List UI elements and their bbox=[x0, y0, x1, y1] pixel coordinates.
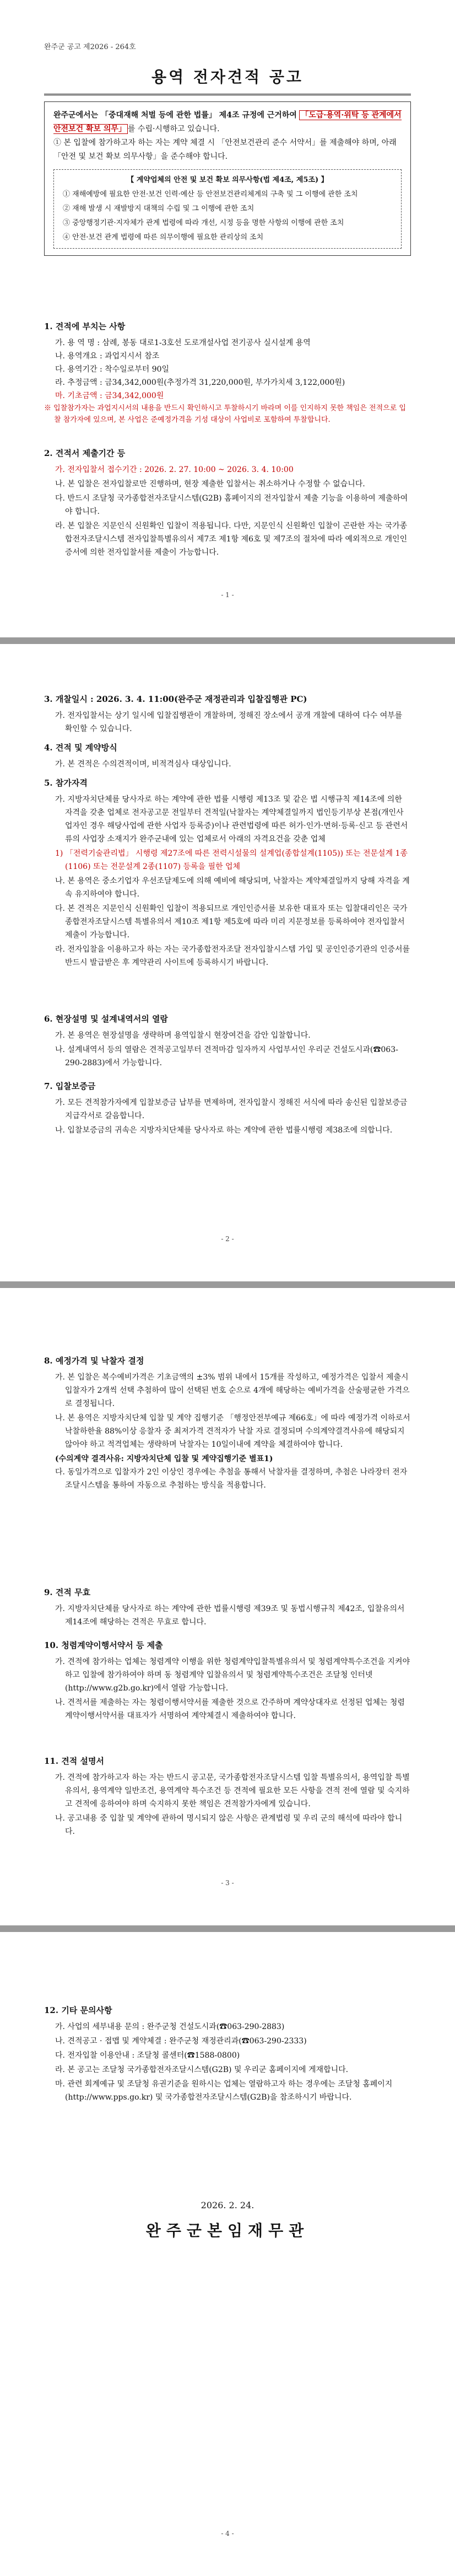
intro-pre: 완주군에서는 「중대재해 처벌 등에 관한 법률」 제4조 규정에 근거하여 bbox=[53, 111, 297, 120]
base-amount: 마. 기초금액 : 금34,342,000원 bbox=[55, 391, 164, 400]
section-12-item: 마. 관련 회계예규 및 조달청 유권기준을 원하시는 업체는 열람하고자 하는 경우에는 조달청 홈페이지(http://www.pps.go.kr) 및 국가종합전자조달시스템(G2B)을 참조하시기 바랍니다. bbox=[55, 2080, 393, 2102]
section-title: 5. 참가자격 bbox=[44, 778, 88, 788]
section-6-item: 나. 설계내역서 등의 열람은 견적공고일부터 견적마감 일자까지 사업부서인 우리군 건설도시과(☎063-290-2883)에서 가능합니다. bbox=[55, 1045, 398, 1067]
estimated-amount: 라. 추정금액 : 금34,342,000원(추정가격 31,220,000원, 부가가치세 3,122,000원) bbox=[55, 378, 345, 387]
section-title: 8. 예정가격 및 낙찰자 결정 bbox=[44, 1356, 144, 1366]
section-9-item: 가. 지방자치단체를 당사자로 하는 계약에 관한 법률시행령 제39조 및 동법시행규칙 제42조, 입찰유의서 제14조에 해당하는 견적은 무효로 합니다. bbox=[55, 1604, 405, 1627]
section-8-note: (수의계약 결격사유: 지방자치단체 입찰 및 계약집행기준 별표1) bbox=[55, 1455, 273, 1463]
page-1 bbox=[0, 0, 455, 637]
title-divider bbox=[44, 94, 411, 95]
section-10-item: 가. 견적에 참가하는 업체는 청렴계약 이행을 위한 청렴계약입찰특별유의서 및 청렴계약특수조건을 지켜야 하고 입찰에 참가하여야 하며 동 청렴계약 입찰유의서 및 청렴계약특수조건은 조달청 인터넷(http://www.g2b.go.kr)에서 열람 가능합니다. bbox=[55, 1657, 410, 1693]
section-7-item: 나. 입찰보증금의 귀속은 지방자치단체를 당사자로 하는 계약에 관한 법률시행령 제38조에 의합니다. bbox=[55, 1126, 393, 1135]
section-title: 3. 개찰일시 : 2026. 3. 4. 11:00(완주군 재정관리과 입찰집행관 PC) bbox=[44, 694, 307, 704]
announcement-date: 2026. 2. 24. bbox=[201, 2200, 254, 2210]
page-number: - 1 - bbox=[221, 591, 234, 599]
section-title: 10. 청렴계약이행서약서 등 제출 bbox=[44, 1640, 163, 1650]
service-period: 다. 용역기간 : 착수일로부터 90일 bbox=[55, 365, 170, 374]
section-8-item: 가. 본 입찰은 복수예비가격은 기초금액의 ±3% 범위 내에서 15개를 작성하고, 예정가격은 입찰서 제출시 입찰자가 2개씩 선택 추첨하여 많이 선택된 번호 순으로 4개에 해당하는 예비가격을 산술평균한 가격으로 결정됩니다. bbox=[55, 1373, 410, 1408]
intro-text bbox=[53, 109, 402, 136]
page-4 bbox=[0, 1932, 455, 2576]
section-12-item: 라. 본 공고는 조달청 국가종합전자조달시스템(G2B) 및 우리군 홈페이지에 게재합니다. bbox=[55, 2065, 349, 2074]
qualification-requirement: 1) 「전력기술관리법」 시행령 제27조에 따른 전력시설물의 설계업(종합설계(1105)) 또는 전문설계 1종(1106) 또는 전문설계 2종(1107) 등록을 필한 업체 bbox=[55, 849, 408, 871]
section-title: 2. 견적서 제출기간 등 bbox=[44, 448, 126, 458]
section-2-item: 나. 본 입찰은 전자입찰로만 진행하며, 현장 제출한 입찰서는 취소하거나 수정할 수 없습니다. bbox=[55, 480, 365, 489]
page-number: - 3 - bbox=[221, 1879, 234, 1887]
section-12-item: 나. 견적공고 · 접맵 및 계약체결 : 완주군청 재정관리과(☎063-290-2333) bbox=[55, 2037, 307, 2046]
intro-post: 를 수립·시행하고 있습니다. bbox=[127, 125, 220, 133]
page-title: 용역 전자견적 공고 bbox=[151, 68, 304, 86]
section-5-item: 다. 본 견적은 지문인식 신원확인 입찰이 적용되므로 개인인증서를 보유한 대표자 또는 입찰대리인은 국가종합전자조달시스템 특별유의서 제10조 제1항 제5호에 따라 미리 지문정보를 등록하여야 전자입찰서 제출이 가능합니다. bbox=[55, 904, 408, 940]
section-title: 7. 입찰보증금 bbox=[44, 1081, 96, 1091]
section-10-item: 나. 견적서를 제출하는 자는 청렴이행서약서를 제출한 것으로 간주하며 계약상대자로 선정된 업체는 청렴계약이행서약서를 대표자가 서명하여 계약체결시 제출하여야 합니다. bbox=[55, 1698, 405, 1720]
section-6-item: 가. 본 용역은 현장설명을 생략하며 용역입찰시 현장여건을 감안 입찰합니다. bbox=[55, 1031, 311, 1040]
section-2 bbox=[44, 447, 411, 560]
intro-box bbox=[44, 101, 411, 256]
obligation-box-title: 【 계약업체의 안전 및 보건 확보 의무사항(법 제4조, 제5조) 】 bbox=[127, 176, 328, 184]
section-3 bbox=[44, 693, 411, 737]
section-title: 6. 현장설명 및 설계내역서의 열람 bbox=[44, 1014, 168, 1024]
section-3-item: 가. 전자입찰서는 상기 일시에 입찰집행관이 개찰하며, 정해진 장소에서 공개 개찰에 대하여 다수 여부를 확인할 수 있습니다. bbox=[55, 711, 403, 733]
section-8-item: 나. 본 용역은 지방자치단체 입찰 및 계약 집행기준 「행정안전부예규 제66호」에 따라 예정가격 이하로서 낙찰하한율 88%이상 응찰자 중 최저가격 견적자가 낙찰 자로 결정되며 수의계약결격사유에 해당되지 않아야 하고 적격업체는 생략하며 낙찰자는 10일이내에 계약을 체결하여야 합니다. bbox=[55, 1414, 410, 1449]
section-5-item: 가. 지방자치단체를 당사자로 하는 계약에 관한 법률 시행령 제13조 및 같은 법 시행규칙 제14조에 의한 자격을 갖춘 업체로 전자공고문 전일부터 견적일(낙찰자는 계약체결일까지 법인등기부상 본점(개인사업자인 경우 해당사업에 관한 사업자 등록증)이나 관련법령에 따른 허가·인가·면허·등록·신고 등 관련서류의 사업장 소재지가 완주군내에 있는 업체로서 아래의 자격요건을 갖춘 업체 bbox=[55, 795, 408, 844]
section-12-item: 다. 전자입찰 이용안내 : 조달청 콜센터(☎1588-0800) bbox=[55, 2051, 240, 2060]
intro-highlight: 「도급·용역·위탁 등 관계에서 안전보건 확보 의무」 bbox=[53, 111, 402, 133]
section-title: 1. 견적에 부치는 사항 bbox=[44, 321, 126, 331]
section-11-item: 나. 공고내용 중 입찰 및 계약에 관하여 명시되지 않은 사항은 관계법령 및 우리 군의 해석에 따라야 합니다. bbox=[55, 1814, 403, 1836]
page-number: - 4 - bbox=[221, 2530, 234, 2537]
section-5-item: 라. 전자입찰을 이용하고자 하는 자는 국가종합전자조달 전자입찰시스템 가입 및 공인인증기관의 인증서를 반드시 발급받은 후 계약관리 사이트에 등록하시기 바랍니다. bbox=[55, 945, 410, 967]
submission-period: 가. 전자입찰서 접수기간 : 2026. 2. 27. 10:00 ~ 2026. 3. 4. 10:00 bbox=[55, 465, 294, 474]
section-2-item: 라. 본 입찰은 지문인식 신원확인 입찰이 적용됩니다. 다만, 지문인식 신원확인 입찰이 곤란한 자는 국가종합전자조달시스템 전자입찰특별유의서 제7조 제1항 제6호 및 제7조의 절차에 따라 예외적으로 개인인증서에 의한 전자입찰서를 제출이 가능합니다. bbox=[55, 522, 408, 557]
section-6 bbox=[44, 1012, 411, 1071]
section-title: 12. 기타 문의사항 bbox=[44, 2005, 112, 2015]
section-4 bbox=[44, 741, 411, 772]
section-8 bbox=[44, 1354, 411, 1493]
section-7 bbox=[44, 1080, 411, 1138]
section-5 bbox=[44, 776, 411, 970]
issuing-organization: 완주군본임재무관 bbox=[145, 2221, 310, 2240]
intro-item-1: ① 본 입찰에 참가하고자 하는 자는 계약 체결 시 「안전보건관리 준수 서약서」를 제출해야 하며, 아래 「안전 및 보건 확보 의무사항」을 준수해야 합니다. bbox=[53, 138, 397, 161]
obligation-item: ③ 중앙행정기관·지자체가 관계 법령에 따라 개선, 시정 등을 명한 사항의 이행에 관한 조치 bbox=[63, 219, 344, 227]
section-9 bbox=[44, 1586, 411, 1630]
section-title: 4. 견적 및 계약방식 bbox=[44, 743, 117, 753]
document-number: 완주군 공고 제2026 - 264호 bbox=[44, 43, 136, 51]
section-5-item: 나. 본 용역은 중소기업자 우선조달제도에 의해 예비에 해당되며, 낙찰자는 계약체결일까지 당해 자격을 계속 유지하여야 합니다. bbox=[55, 877, 410, 899]
page-number: - 2 - bbox=[221, 1235, 234, 1243]
page-3 bbox=[0, 1288, 455, 1925]
section-12-item: 가. 사업의 세부내용 문의 : 완주군청 건설도시과(☎063-290-2883) bbox=[55, 2022, 285, 2031]
section-12 bbox=[44, 2004, 411, 2105]
section-title: 9. 견적 무효 bbox=[44, 1587, 91, 1597]
section-1 bbox=[44, 320, 411, 426]
page-2 bbox=[0, 644, 455, 1281]
obligation-box bbox=[53, 169, 402, 249]
section-8-item: 다. 동일가격으로 입찰자가 2인 이상인 경우에는 추첨을 통해서 낙찰자를 결정하며, 추첨은 나라장터 전자조달시스템을 통하여 자동으로 추첨하는 방식을 적용합니다. bbox=[55, 1468, 408, 1490]
obligation-item: ① 재해예방에 필요한 안전·보건 인력·예산 등 안전보건관리체계의 구축 및 그 이행에 관한 조치 bbox=[63, 190, 358, 198]
section-2-item: 다. 반드시 조달청 국가종합전자조달시스템(G2B) 홈페이지의 전자입찰서 제출 기능을 이용하여 제출하여야 합니다. bbox=[55, 494, 408, 516]
section-7-item: 가. 모든 견적참가자에게 입찰보증금 납부를 면제하며, 전자입찰시 정해진 서식에 따라 송신된 입찰보증금 지급각서로 갈음합니다. bbox=[55, 1098, 408, 1120]
section-1-note: ※ 입찰참가자는 과업지시서의 내용을 반드시 확인하시고 투찰하시기 바라며 이를 인지하지 못한 책임은 전적으로 입찰 참가자에 있으며, 본 사업은 준예정가격을 기성 대상이 사업비로 포함하여 투찰합니다. bbox=[44, 404, 406, 424]
obligation-item: ④ 안전·보건 관계 법령에 따른 의무이행에 필요한 관리상의 조치 bbox=[63, 233, 264, 242]
section-11-item: 가. 견적에 참가하고자 하는 자는 반드시 공고문, 국가종합전자조달시스템 입찰 특별유의서, 용역입찰 특별유의서, 용역계약 일반조건, 용역계약 특수조건 등 견적에 필요한 모든 사항을 견적 전에 열람 및 숙지하고 견적에 응하여야 하며 숙지하지 못한 책임은 견적참가자에게 있습니다. bbox=[55, 1773, 410, 1808]
section-11 bbox=[44, 1754, 411, 1839]
section-title: 11. 견적 설명서 bbox=[44, 1756, 104, 1766]
section-4-item: 가. 본 견적은 수의견적이며, 비적격심사 대상입니다. bbox=[55, 760, 231, 769]
obligation-item: ② 재해 발생 시 재발방지 대책의 수립 및 그 이행에 관한 조치 bbox=[63, 205, 254, 213]
service-name: 가. 용 역 명 : 삼례, 봉동 대로1-3호선 도로개설사업 전기공사 실시설계 용역 bbox=[55, 339, 311, 347]
section-10 bbox=[44, 1639, 411, 1724]
service-overview: 나. 용역개요 : 과업지시서 참조 bbox=[55, 352, 160, 361]
